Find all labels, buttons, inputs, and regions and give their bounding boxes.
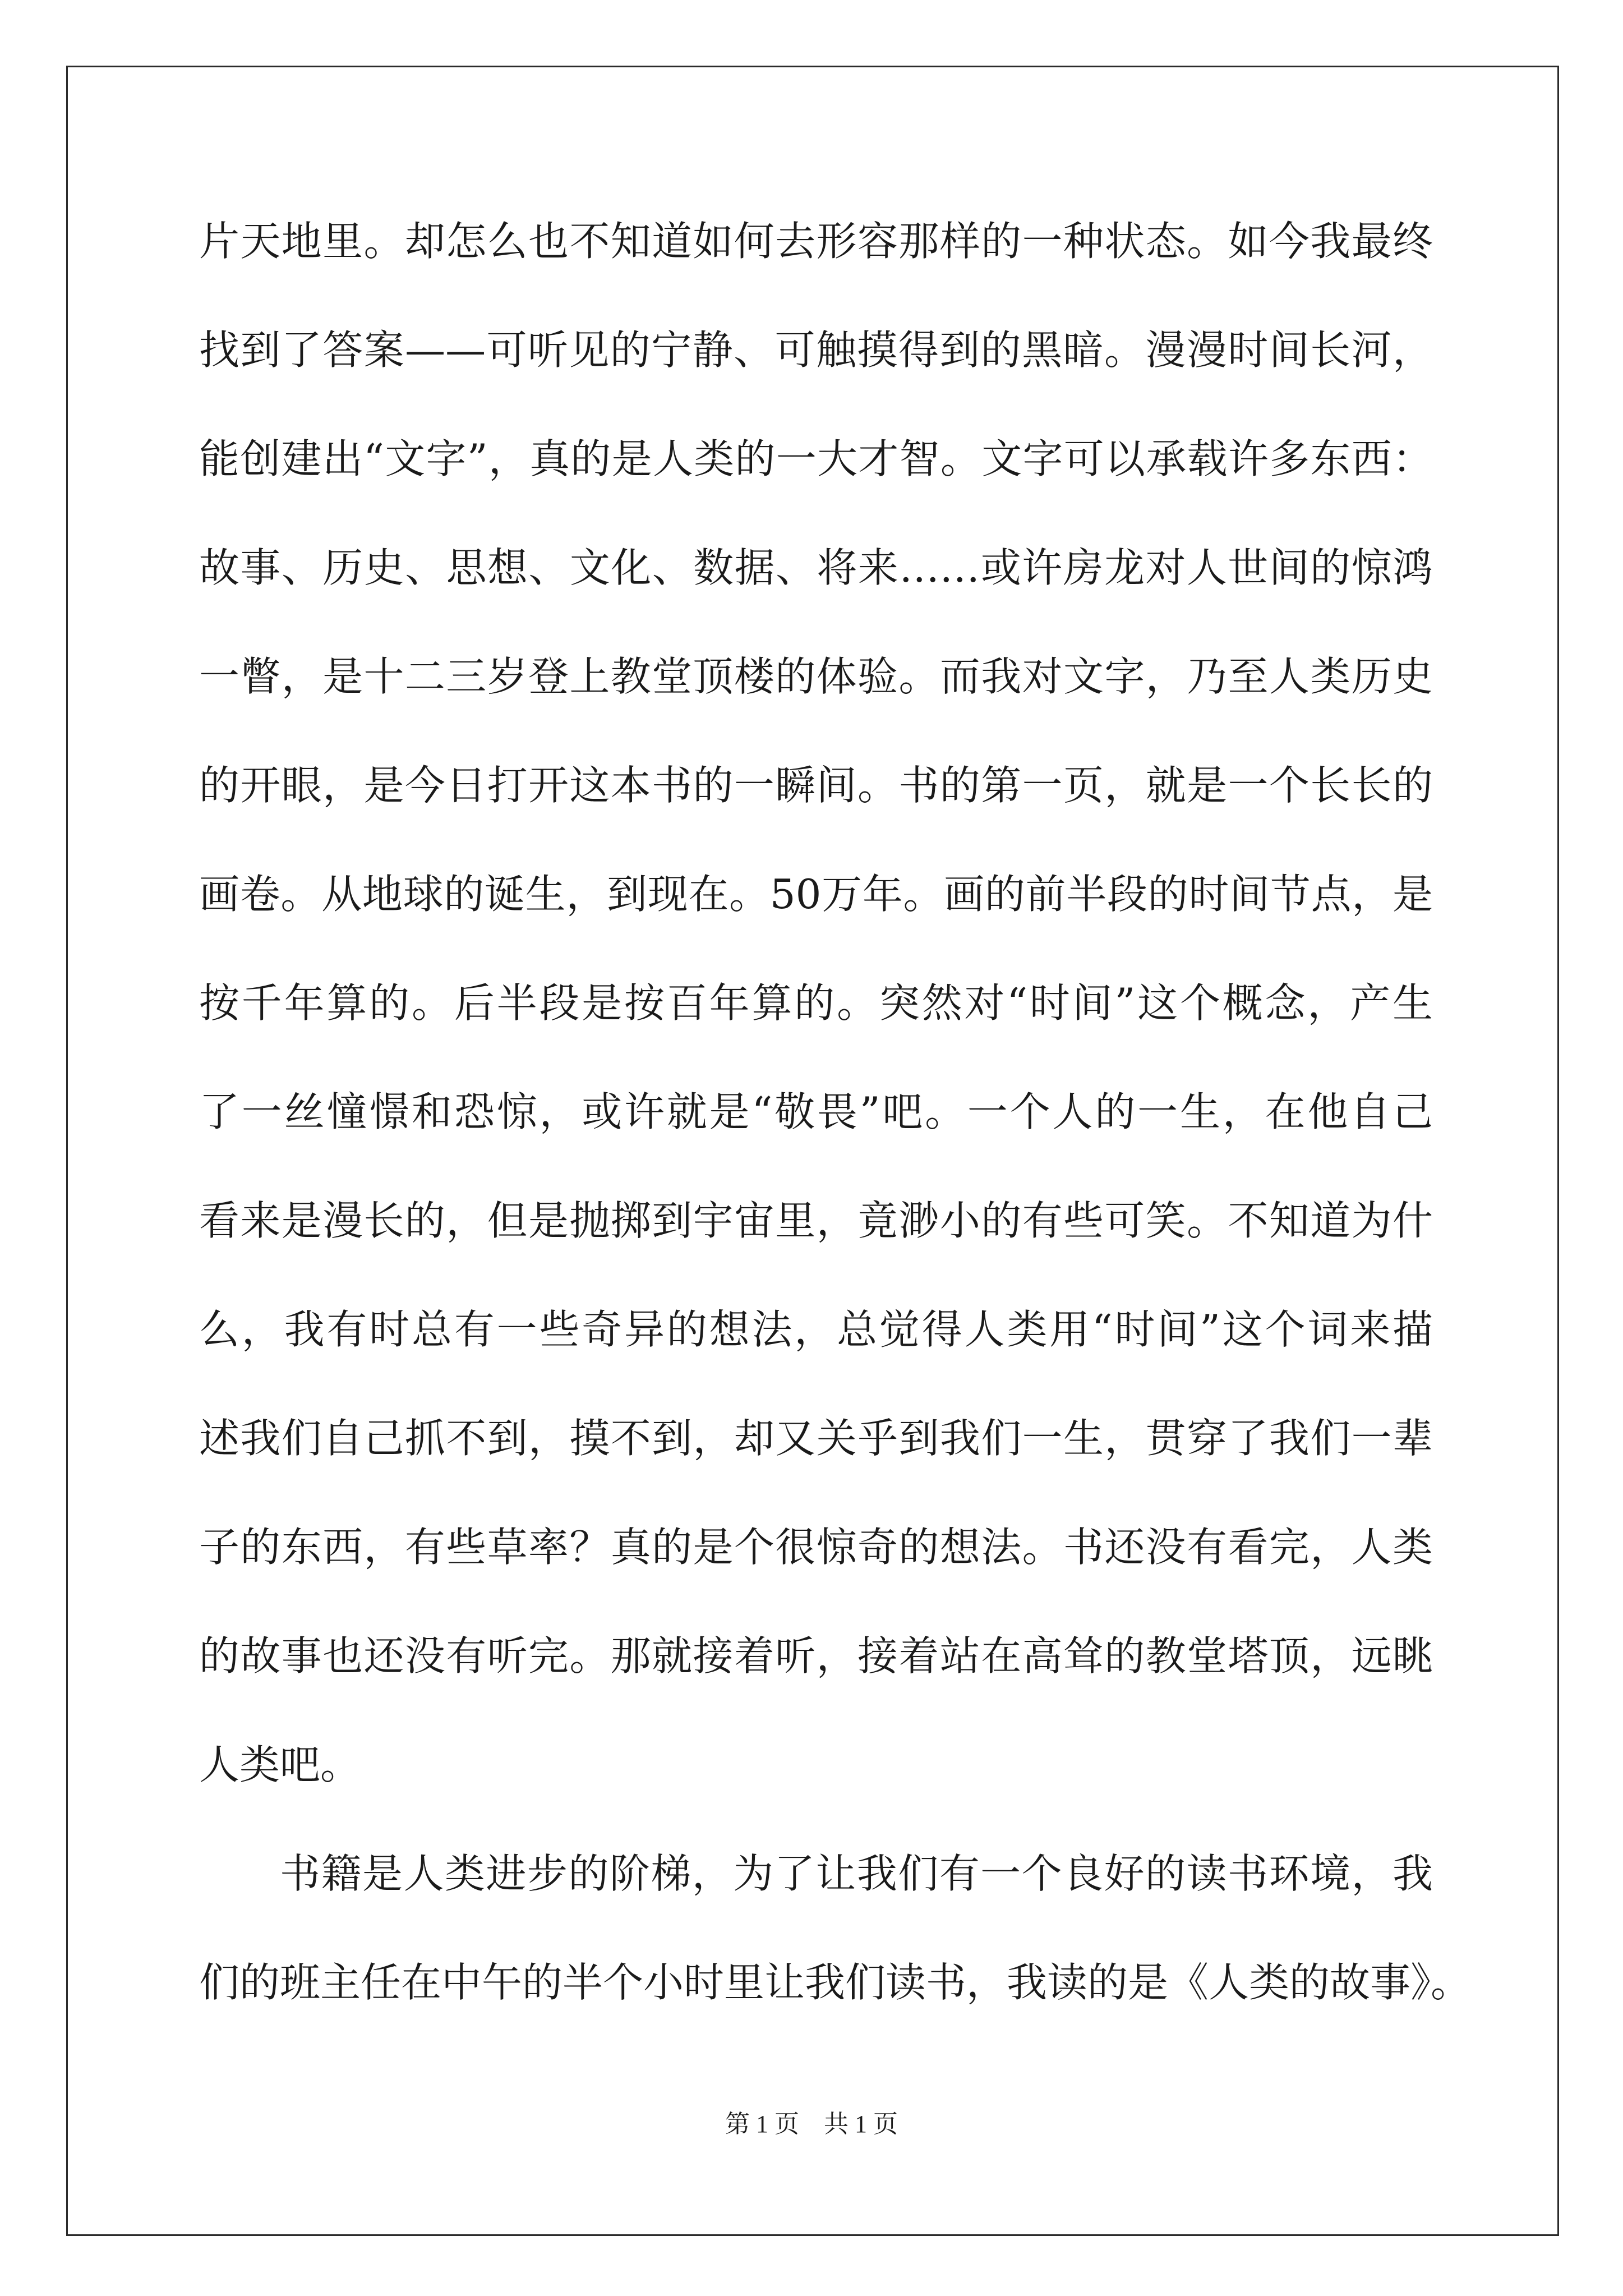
text-line: 了一丝憧憬和恐惊，或许就是“敬畏”吧。一个人的一生，在他自己 [199, 1088, 1433, 1135]
page-footer: 第 1 页 共 1 页 [725, 2110, 898, 2138]
text-line: 么，我有时总有一些奇异的想法，总觉得人类用“时间”这个词来描 [199, 1306, 1433, 1353]
text-line: 们的班主任在中午的半个小时里让我们读书，我读的是《人类的故事》。 [199, 1959, 1472, 2006]
text-line: 片天地里。却怎么也不知道如何去形容那样的一种状态。如今我最终 [199, 218, 1433, 265]
text-line: 人类吧。 [199, 1741, 361, 1788]
text-line: 书籍是人类进步的阶梯，为了让我们有一个良好的读书环境，我 [280, 1850, 1433, 1897]
text-line: 能创建出“文字”，真的是人类的一大才智。文字可以承载许多东西： [199, 435, 1433, 482]
text-line: 画卷。从地球的诞生，到现在。50万年。画的前半段的时间节点，是 [199, 871, 1433, 918]
text-line: 故事、历史、思想、文化、数据、将来……或许房龙对人世间的惊鸿 [199, 544, 1433, 591]
text-line: 一瞥，是十二三岁登上教堂顶楼的体验。而我对文字，乃至人类历史 [199, 653, 1433, 700]
text-line: 的开眼，是今日打开这本书的一瞬间。书的第一页，就是一个长长的 [199, 762, 1433, 809]
text-line: 找到了答案——可听见的宁静、可触摸得到的黑暗。漫漫时间长河， [199, 326, 1433, 374]
text-line: 子的东西，有些草率？真的是个很惊奇的想法。书还没有看完，人类 [199, 1524, 1433, 1571]
document-body [199, 208, 1472, 2058]
text-line: 按千年算的。后半段是按百年算的。突然对“时间”这个概念，产生 [199, 979, 1433, 1027]
text-line: 的故事也还没有听完。那就接着听，接着站在高耸的教堂塔顶，远眺 [199, 1632, 1433, 1680]
text-line: 看来是漫长的，但是抛掷到宇宙里，竟渺小的有些可笑。不知道为什 [199, 1197, 1433, 1244]
text-line: 述我们自己抓不到，摸不到，却又关乎到我们一生，贯穿了我们一辈 [199, 1415, 1433, 1462]
